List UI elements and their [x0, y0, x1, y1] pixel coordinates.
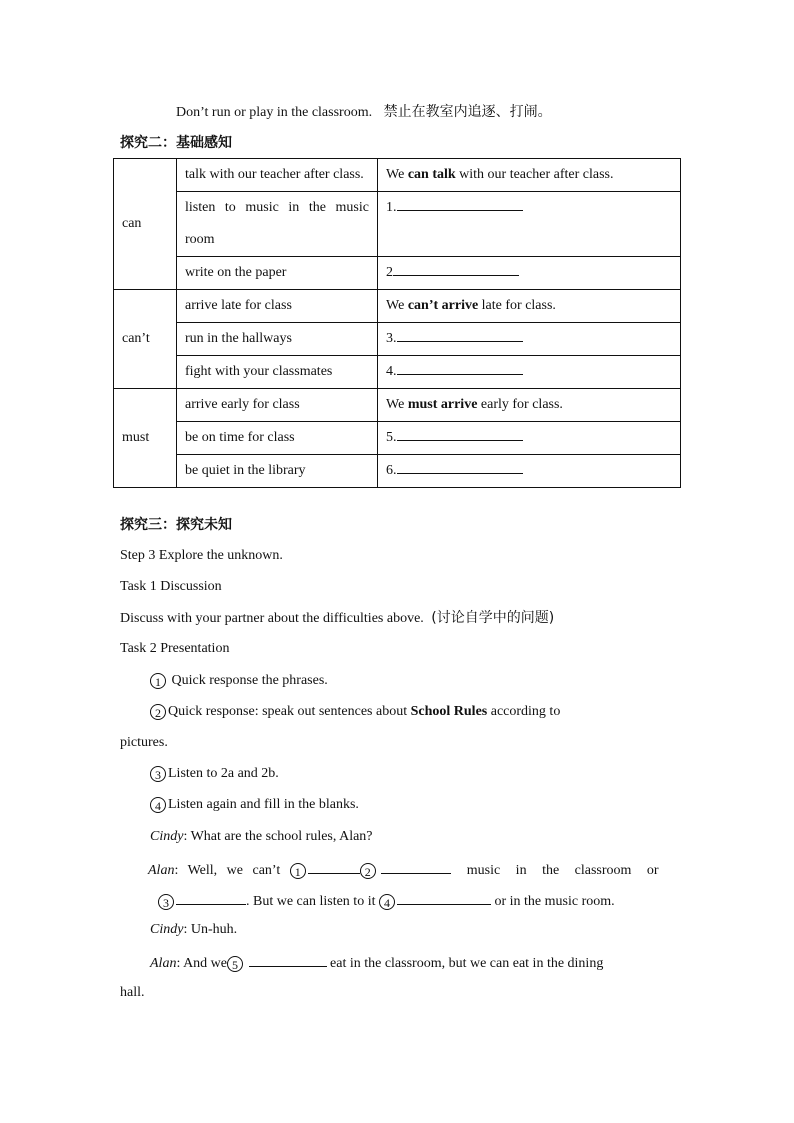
dialogue-text: eat in the classroom, but we can eat in the dining [326, 956, 604, 971]
dialogue-line-2 [148, 859, 659, 880]
answer-blank[interactable] [249, 952, 327, 967]
phrase-cell: be quiet in the library [177, 455, 378, 488]
speaker-name: Alan [150, 956, 177, 971]
item-text: according to [487, 704, 561, 719]
phrase-cell: fight with your classmates [177, 356, 378, 389]
table-row [114, 257, 681, 290]
circled-number: 2 [150, 704, 166, 720]
sentence-text: We [386, 167, 408, 182]
modal-can: can [114, 159, 177, 290]
table-row [114, 422, 681, 455]
table-row [114, 455, 681, 488]
blank-number: 2 [386, 265, 393, 280]
circled-number: 4 [150, 797, 166, 813]
sentence-text: early for class. [477, 397, 563, 412]
answer-blank[interactable] [393, 261, 519, 276]
item-bold: School Rules [410, 704, 488, 719]
answer-blank[interactable] [397, 426, 523, 441]
item-text: Listen again and fill in the blanks. [168, 797, 359, 812]
sentence-bold: can talk [407, 167, 456, 182]
item-text: Quick response the phrases. [171, 673, 328, 688]
dialogue-line-1 [150, 828, 373, 846]
answer-blank[interactable] [176, 890, 246, 905]
section3-heading: 探究三：探究未知 [120, 517, 232, 533]
circled-number: 4 [379, 894, 395, 910]
discuss-line [120, 609, 554, 628]
blank-cell[interactable] [378, 356, 681, 389]
item-text: Listen to 2a and 2b. [168, 766, 279, 781]
rule-cn: 禁止在教室内追逐、打闹。 [383, 104, 552, 120]
table-row [114, 159, 681, 192]
modal-must: must [114, 389, 177, 488]
dialogue-text: : Un-huh. [183, 922, 238, 937]
task2-line: Task 2 Presentation [120, 641, 230, 656]
sentence-bold: must arrive [407, 397, 478, 412]
dialogue-text: : Well, we can’t [174, 863, 290, 878]
table-row [114, 323, 681, 356]
task1-line: Task 1 Discussion [120, 579, 222, 594]
blank-number: 5. [386, 430, 397, 445]
phrase-cell: arrive early for class [177, 389, 378, 422]
phrase-cell: run in the hallways [177, 323, 378, 356]
table-row [114, 192, 681, 257]
circled-number: 3 [158, 894, 174, 910]
section2-heading: 探究二：基础感知 [120, 135, 232, 151]
sentence-text: late for class. [478, 298, 556, 313]
phrase-cell: write on the paper [177, 257, 378, 290]
rule-en: Don’t run or play in the classroom. [176, 105, 373, 120]
rule-line [176, 103, 552, 122]
circled-number: 2 [360, 863, 376, 879]
blank-cell[interactable] [378, 323, 681, 356]
speaker-name: Cindy [150, 829, 184, 844]
dialogue-text: : What are the school rules, Alan? [183, 829, 373, 844]
discuss-cn: (讨论自学中的问题) [431, 610, 555, 626]
dialogue-text: music in the classroom or [451, 863, 659, 878]
blank-number: 1. [386, 200, 397, 215]
sentence-bold: can’t arrive [407, 298, 479, 313]
discuss-en: Discuss with your partner about the difficulties above. [120, 611, 424, 626]
phrase-cell: talk with our teacher after class. [177, 159, 378, 192]
circled-number: 3 [150, 766, 166, 782]
blank-cell[interactable] [378, 455, 681, 488]
step3-line: Step 3 Explore the unknown. [120, 548, 283, 563]
dialogue-text: . But we can listen to it [246, 894, 379, 909]
dialogue-line-5 [150, 952, 603, 973]
sentence-text: We [386, 397, 408, 412]
dialogue-line-4 [150, 921, 237, 939]
answer-blank[interactable] [397, 196, 523, 211]
speaker-name: Cindy [150, 922, 184, 937]
answer-blank[interactable] [397, 327, 523, 342]
sentence-cell [378, 389, 681, 422]
phrase-cell: listen to music in the music room [177, 192, 378, 257]
answer-blank[interactable] [381, 859, 451, 874]
item-2-cont: pictures. [120, 735, 168, 750]
circled-number: 5 [227, 956, 243, 972]
rules-table [113, 158, 681, 488]
sentence-text: We [386, 298, 408, 313]
answer-blank[interactable] [397, 890, 491, 905]
answer-blank[interactable] [397, 360, 523, 375]
circled-number: 1 [290, 863, 306, 879]
modal-cant: can’t [114, 290, 177, 389]
phrase-cell: be on time for class [177, 422, 378, 455]
table-row [114, 389, 681, 422]
blank-number: 3. [386, 331, 397, 346]
blank-number: 6. [386, 463, 397, 478]
item-1 [150, 672, 328, 690]
answer-blank[interactable] [308, 859, 360, 874]
item-4 [150, 796, 359, 814]
table-row [114, 356, 681, 389]
speaker-name: Alan [148, 863, 175, 878]
sentence-cell [378, 290, 681, 323]
blank-number: 4. [386, 364, 397, 379]
blank-cell[interactable] [378, 257, 681, 290]
table-row [114, 290, 681, 323]
phrase-cell: arrive late for class [177, 290, 378, 323]
dialogue-line-3 [158, 890, 615, 911]
item-2 [150, 703, 560, 721]
answer-blank[interactable] [397, 459, 523, 474]
circled-number: 1 [150, 673, 166, 689]
dialogue-text: or in the music room. [490, 894, 615, 909]
item-text: Quick response: speak out sentences about [168, 704, 411, 719]
sentence-cell [378, 159, 681, 192]
blank-cell[interactable] [378, 192, 681, 257]
blank-cell[interactable] [378, 422, 681, 455]
dialogue-line-5-cont: hall. [120, 985, 145, 1000]
dialogue-text: : And we [176, 956, 228, 971]
sentence-text: with our teacher after class. [455, 167, 614, 182]
item-3 [150, 765, 279, 783]
